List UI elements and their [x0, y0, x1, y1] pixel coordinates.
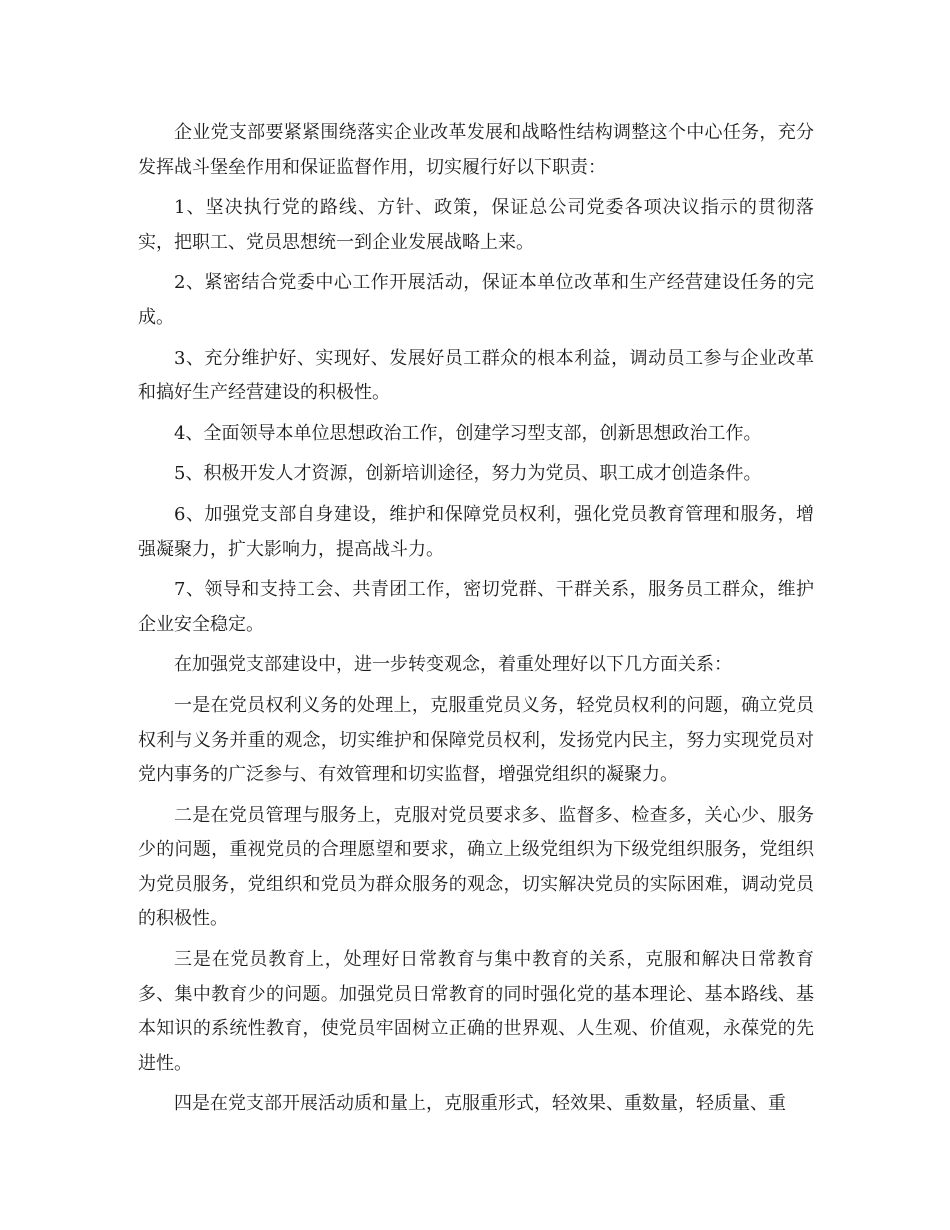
paragraph-relation-3: 三是在党员教育上，处理好日常教育与集中教育的关系，克服和解决日常教育多、集中教育少的问题。加强党员日常教育的同时强化党的基本理论、基本路线、基本知识的系统性教育，使党员牢固树立正确的世界观、人生观、价值观，永葆党的先进性。	[138, 949, 814, 1074]
paragraph-duty-2: 2、紧密结合党委中心工作开展活动，保证本单位改革和生产经营建设任务的完成。	[138, 272, 814, 328]
paragraph-duty-5: 5、积极开发人才资源，创新培训途径，努力为党员、职工成才创造条件。	[174, 463, 762, 485]
paragraph-relation-4: 四是在党支部开展活动质和量上，克服重形式，轻效果、重数量，轻质量、重	[174, 1093, 786, 1115]
paragraph-duty-3: 3、充分维护好、实现好、发展好员工群众的根本利益，调动员工参与企业改革和搞好生产经营建设的积极性。	[138, 347, 814, 404]
document-body	[138, 116, 814, 1128]
paragraph-relation-1: 一是在党员权利义务的处理上，克服重党员义务，轻党员权利的问题，确立党员权利与义务并重的观念，切实维护和保障党员权利，发扬党内民主，努力实现党员对党内事务的广泛参与、有效管理和切实监督，增强党组织的凝聚力。	[138, 694, 814, 786]
paragraph-duty-7: 7、领导和支持工会、共青团工作，密切党群、干群关系，服务员工群众，维护企业安全稳定。	[138, 579, 814, 635]
paragraph-duty-6: 6、加强党支部自身建设，维护和保障党员权利，强化党员教育管理和服务，增强凝聚力，扩大影响力，提高战斗力。	[138, 503, 814, 560]
paragraph-duty-1: 1、坚决执行党的路线、方针、政策，保证总公司党委各项决议指示的贯彻落实，把职工、党员思想统一到企业发展战略上来。	[138, 197, 814, 253]
paragraph-duty-4: 4、全面领导本单位思想政治工作，创建学习型支部，创新思想政治工作。	[174, 422, 762, 444]
paragraph-intro: 企业党支部要紧紧围绕落实企业改革发展和战略性结构调整这个中心任务，充分发挥战斗堡垒作用和保证监督作用，切实履行好以下职责：	[138, 122, 814, 178]
paragraph-relation-2: 二是在党员管理与服务上，克服对党员要求多、监督多、检查多，关心少、服务少的问题，重视党员的合理愿望和要求，确立上级党组织为下级党组织服务，党组织为党员服务，党组织和党员为群众服务的观念，切实解决党员的实际困难，调动党员的积极性。	[138, 804, 814, 930]
paragraph-relations-intro: 在加强党支部建设中，进一步转变观念，着重处理好以下几方面关系：	[174, 654, 732, 676]
